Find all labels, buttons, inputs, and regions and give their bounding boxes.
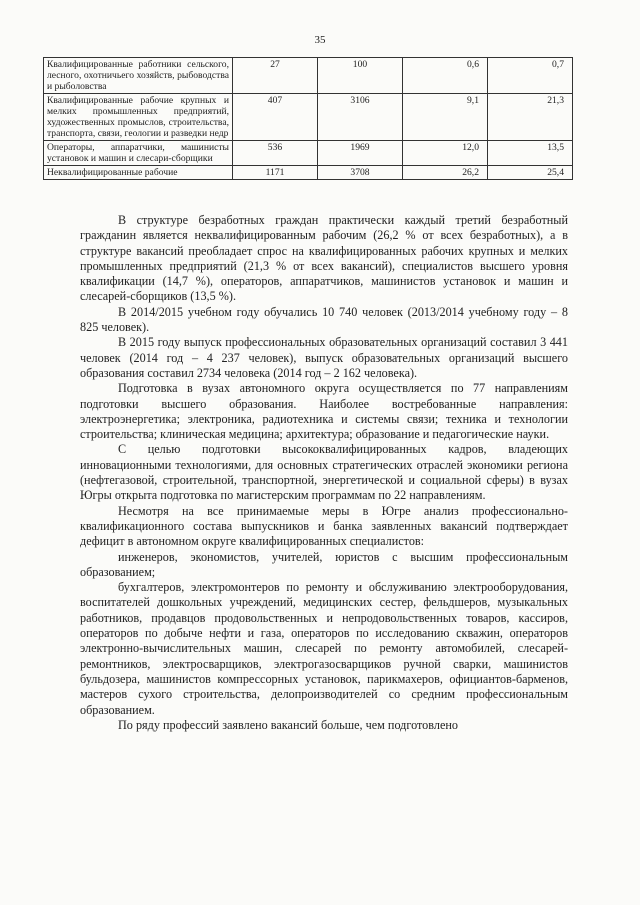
cell-value: 100 (318, 58, 403, 94)
cell-value: 21,3 (488, 94, 573, 141)
table-row (44, 58, 573, 94)
cell-value: 12,0 (403, 141, 488, 166)
statistics-table (43, 57, 573, 180)
paragraph: Несмотря на все принимаемые меры в Югре анализ профессионально-квалификационного состава выпускников и банка заявленных вакансий подтверждает дефицит в автономном округе квалифицированных специалистов: (80, 503, 568, 549)
paragraph: инженеров, экономистов, учителей, юристов с высшим профессиональным образованием; (80, 549, 568, 579)
cell-value: 0,6 (403, 58, 488, 94)
page-number: 35 (314, 34, 326, 46)
paragraph: По ряду профессий заявлено вакансий больше, чем подготовлено (118, 717, 458, 732)
cell-value: 3106 (318, 94, 403, 141)
row-label: Операторы, аппаратчики, машинисты установок и машин и слесари-сборщики (44, 141, 233, 166)
paragraph: С целью подготовки высококвалифицированных кадров, владеющих инновационными технологиями, для основных стратегических отраслей экономики региона (нефтегазовой, строительной, транспортной, энергетической и социальной сферы) в вузах Югры открыта подготовка по магистерским программам по 22 направлениям. (80, 442, 568, 503)
cell-value: 3708 (318, 166, 403, 180)
cell-value: 1969 (318, 141, 403, 166)
cell-value: 13,5 (488, 141, 573, 166)
table-row (44, 94, 573, 141)
row-label: Неквалифицированные рабочие (44, 166, 233, 180)
paragraph: В 2015 году выпуск профессиональных образовательных организаций составил 3 441 человек (2014 год – 4 237 человек), выпуск образовательных организаций высшего образования составил 2734 человека (2014 год – 2 162 человека). (80, 335, 568, 380)
body-text (80, 213, 568, 733)
table-row (44, 166, 573, 180)
table-row (44, 141, 573, 166)
cell-value: 26,2 (403, 166, 488, 180)
paragraph: В 2014/2015 учебном году обучались 10 740 человек (2013/2014 учебному году – 8 825 человек). (80, 304, 568, 335)
cell-value: 0,7 (488, 58, 573, 94)
row-label: Квалифицированные рабочие крупных и мелких промышленных предприятий, художественных промыслов, строительства, транспорта, связи, геологии и разведки недр (44, 94, 233, 141)
cell-value: 407 (233, 94, 318, 141)
paragraph: бухгалтеров, электромонтеров по ремонту и обслуживанию электрооборудования, воспитателей дошкольных учреждений, медицинских сестер, фельдшеров, музыкальных работников, продавцов продовольственных и непродовольственных товаров, кассиров, операторов по добыче нефти и газа, операторов по исследованию скважин, операторов электронно-вычислительных машин, слесарей по ремонту автомобилей, слесарей-ремонтников, электросварщиков, электрогазосварщиков ручной сварки, машинистов бульдозера, машинистов компрессорных установок, парикмахеров, официантов-барменов, мастеров сухого строительства, делопроизводителей со средним профессиональным образованием. (80, 580, 568, 717)
cell-value: 9,1 (403, 94, 488, 141)
cell-value: 27 (233, 58, 318, 94)
cell-value: 25,4 (488, 166, 573, 180)
row-label: Квалифицированные работники сельского, лесного, охотничьего хозяйств, рыбоводства и рыболовства (44, 58, 233, 94)
cell-value: 1171 (233, 166, 318, 180)
cell-value: 536 (233, 141, 318, 166)
paragraph: В структуре безработных граждан практически каждый третий безработный гражданин является неквалифицированным рабочим (26,2 % от всех безработных), а в структуре вакансий преобладает спрос на квалифицированных рабочих крупных и мелких промышленных предприятий (21,3 % от всех вакансий), специалистов высшего уровня квалификации (14,7 %), операторов, аппаратчиков, машинистов установок и машин и слесарей-сборщиков (13,5 %). (80, 213, 568, 304)
paragraph: Подготовка в вузах автономного округа осуществляется по 77 направлениям подготовки высшего образования. Наиболее востребованные направления: электроэнергетика; электроника, радиотехника и системы связи; техника и технологии строительства; клиническая медицина; архитектура; образование и педагогические науки. (80, 381, 568, 442)
